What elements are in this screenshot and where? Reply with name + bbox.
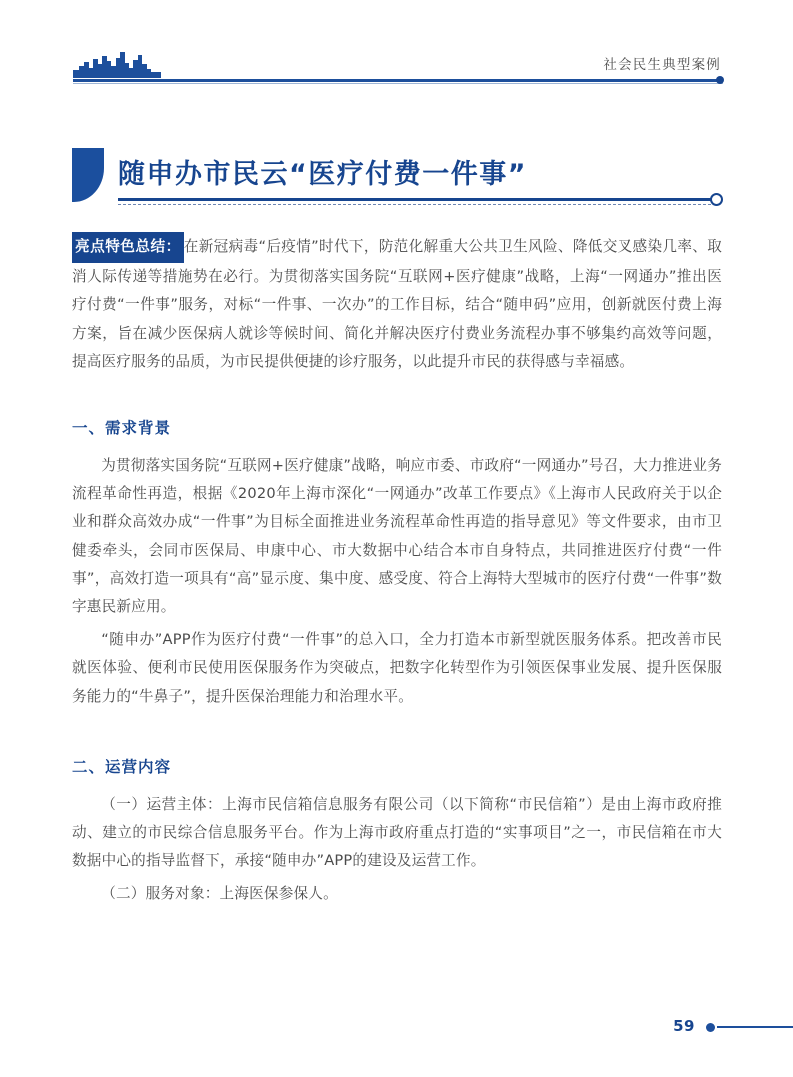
page-number: 59 (673, 1017, 695, 1035)
page-title: 随申办市民云“医疗付费一件事” (118, 159, 527, 190)
header-rule (73, 79, 723, 82)
page-header (0, 0, 793, 96)
header-section-label: 社会民生典型案例 (603, 57, 721, 73)
blue-flag-mark-icon (72, 148, 104, 202)
section-1-paragraph-1: 为贯彻落实国务院“互联网+医疗健康”战略，响应市委、市政府“一网通办”号召，大力推进业务流程革命性再造，根据《2020年上海市深化“一网通办”改革工作要点》《上海市人民政府关于以企业和群众高效办成“一件事”为目标全面推进业务流程革命性再造的指导意见》等文件要求，由市卫健委牵头，会同市医保局、申康中心、市大数据中心结合本市自身特点，共同推进医疗付费“一件事”，高效打造一项具有“高”显示度、集中度、感受度、符合上海特大型城市的医疗付费“一件事”数字惠民新应用。 (72, 457, 722, 616)
title-block (0, 146, 793, 216)
section-1-paragraph-2: “随申办”APP作为医疗付费“一件事”的总入口，全力打造本市新型就医服务体系。把改善市民就医体验、便利市民使用医保服务作为突破点，把数字化转型作为引领医保事业发展、提升医保服务能力的“牛鼻子”，提升医保治理能力和治理水平。 (72, 631, 722, 705)
section-heading-2: 二、运营内容 (72, 757, 172, 776)
footer-dot (706, 1023, 715, 1032)
page-footer (0, 997, 793, 1077)
section-2-paragraph-2: （二）服务对象：上海医保参保人。 (101, 885, 338, 903)
header-end-dot (716, 76, 724, 84)
title-end-ring-icon (710, 193, 723, 206)
title-rule-dashed (118, 204, 716, 205)
footer-rule (717, 1026, 793, 1028)
section-2-paragraph-1: （一）运营主体：上海市民信箱信息服务有限公司（以下简称“市民信箱”）是由上海市政府推动、建立的市民综合信息服务平台。作为上海市政府重点打造的“实事项目”之一，市民信箱在市大数据中心的指导监督下，承接“随申办”APP的建设及运营工作。 (72, 795, 722, 870)
section-heading-1: 一、需求背景 (72, 419, 172, 438)
title-rule (118, 198, 716, 201)
header-rule-secondary (73, 83, 723, 84)
document-content (72, 232, 722, 909)
highlight-badge: 亮点特色总结： (72, 232, 184, 263)
summary-paragraph (72, 232, 722, 376)
summary-text: 在新冠病毒“后疫情”时代下，防范化解重大公共卫生风险、降低交叉感染几率、取消人际传递等措施势在必行。为贯彻落实国务院“互联网+医疗健康”战略，上海“一网通办”推出医疗付费“一件事”服务，对标“一件事、一次办”的工作目标，结合“随申码”应用，创新就医付费上海方案，旨在减少医保病人就诊等候时间、简化并解决医疗付费业务流程办事不够集约高效等问题，提高医疗服务的品质，为市民提供便捷的诊疗服务，以此提升市民的获得感与幸福感。 (72, 238, 722, 370)
city-skyline-icon (73, 50, 161, 78)
